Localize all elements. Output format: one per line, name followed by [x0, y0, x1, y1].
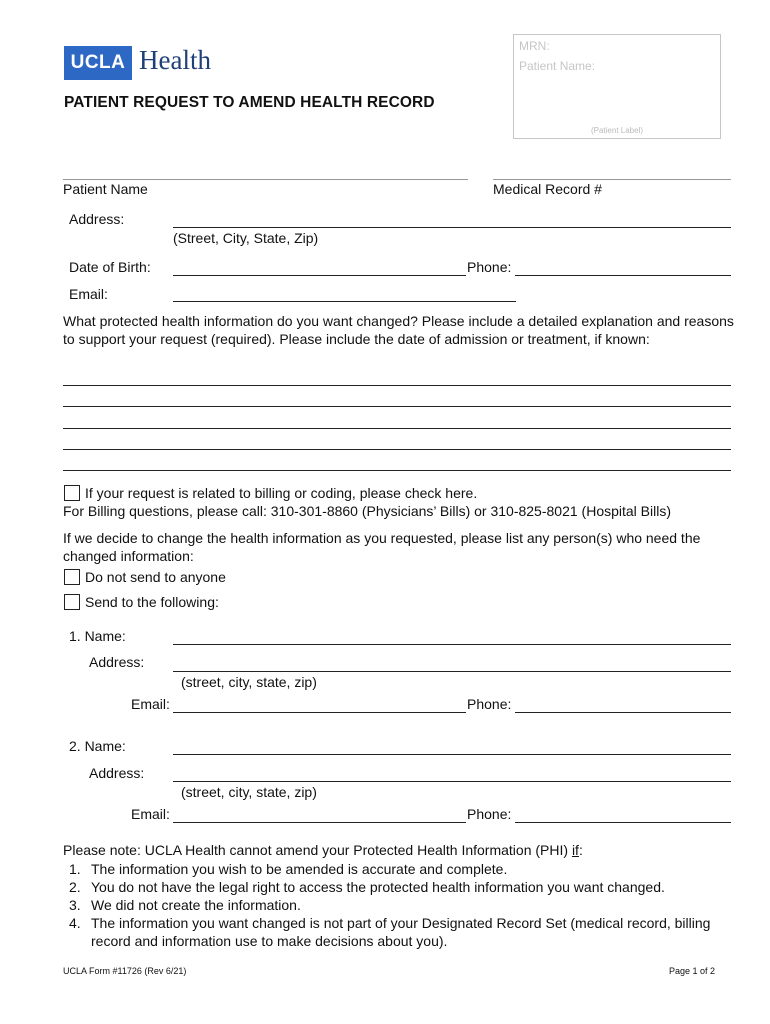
- answer-line-2[interactable]: [63, 406, 731, 407]
- do-not-send-checkbox[interactable]: [64, 569, 80, 585]
- address-hint: (Street, City, State, Zip): [173, 230, 319, 246]
- phone-label: Phone:: [467, 259, 512, 275]
- recipient-1-email-label: Email:: [131, 696, 170, 712]
- footer-form-number: UCLA Form #11726 (Rev 6/21): [63, 966, 187, 976]
- note-intro-text: Please note: UCLA Health cannot amend your Protected Health Information (PHI): [63, 842, 572, 858]
- dob-label: Date of Birth:: [69, 259, 151, 275]
- label-patient-name: Patient Name:: [519, 59, 596, 73]
- note-colon: :: [578, 842, 583, 858]
- send-following-label: Send to the following:: [85, 594, 219, 610]
- answer-line-1[interactable]: [63, 385, 731, 386]
- recipient-2-name-label: 2. Name:: [69, 738, 126, 754]
- recipient-1-phone-label: Phone:: [467, 696, 512, 712]
- ucla-logo-mark: UCLA: [64, 46, 132, 80]
- note-item: [63, 860, 735, 878]
- ucla-logo-wordmark: Health: [139, 45, 211, 75]
- note-number: 2.: [69, 879, 81, 895]
- label-mrn: MRN:: [519, 39, 550, 53]
- address-field[interactable]: [173, 227, 731, 228]
- answer-line-5[interactable]: [63, 470, 731, 471]
- answer-line-3[interactable]: [63, 428, 731, 429]
- recipient-1-name-field[interactable]: [173, 644, 731, 645]
- note-number: 3.: [69, 897, 81, 913]
- notes-list: [63, 860, 735, 950]
- dob-field[interactable]: [173, 275, 466, 276]
- send-following-checkbox[interactable]: [64, 594, 80, 610]
- note-item: [63, 878, 735, 896]
- phone-field[interactable]: [515, 275, 731, 276]
- recipient-2-phone-field[interactable]: [515, 822, 731, 823]
- footer-page-number: Page 1 of 2: [669, 966, 716, 976]
- medical-record-line[interactable]: [493, 179, 731, 180]
- note-if: if: [571, 842, 579, 858]
- answer-line-4[interactable]: [63, 449, 731, 450]
- note-number: 1.: [69, 861, 81, 877]
- recipient-2-email-field[interactable]: [173, 822, 466, 823]
- send-intro: If we decide to change the health information as you requested, please list any person(s) who need the changed information:: [63, 530, 701, 564]
- note-text: You do not have the legal right to access the protected health information you want changed.: [91, 879, 665, 895]
- recipient-2-address-field[interactable]: [173, 781, 731, 782]
- billing-checkbox[interactable]: [64, 485, 80, 501]
- recipient-1-address-label: Address:: [89, 654, 145, 670]
- email-field[interactable]: [173, 301, 516, 302]
- note-text: The information you want changed is not part of your Designated Record Set (medical record, billing record and information use to make decisions about you).: [91, 915, 711, 949]
- recipient-1-address-hint: (street, city, state, zip): [181, 674, 317, 690]
- recipient-2-address-hint: (street, city, state, zip): [181, 784, 317, 800]
- patient-name-line[interactable]: [63, 179, 468, 180]
- recipient-1-address-field[interactable]: [173, 671, 731, 672]
- patient-label-box: [513, 34, 721, 139]
- recipient-2-email-label: Email:: [131, 806, 170, 822]
- do-not-send-label: Do not send to anyone: [85, 569, 226, 585]
- phi-question: What protected health information do you want changed? Please include a detailed explanation and reasons to support your request (required). Please include the date of admission or treatment, if known:: [63, 313, 734, 347]
- label-footer: (Patient Label): [590, 126, 644, 135]
- recipient-2-address-label: Address:: [89, 765, 145, 781]
- page-title: PATIENT REQUEST TO AMEND HEALTH RECORD: [64, 94, 435, 111]
- note-number: 4.: [69, 915, 81, 931]
- billing-checkbox-label: If your request is related to billing or coding, please check here.: [85, 485, 478, 501]
- medical-record-label: Medical Record #: [493, 181, 602, 197]
- note-intro: [63, 842, 583, 858]
- email-label: Email:: [69, 286, 108, 302]
- note-item: [63, 896, 735, 914]
- recipient-2-phone-label: Phone:: [467, 806, 512, 822]
- note-text: We did not create the information.: [91, 897, 301, 913]
- recipient-1-phone-field[interactable]: [515, 712, 731, 713]
- note-text: The information you wish to be amended is accurate and complete.: [91, 861, 508, 877]
- recipient-1-name-label: 1. Name:: [69, 628, 126, 644]
- billing-phone-note: For Billing questions, please call: 310-301-8860 (Physicians’ Bills) or 310-825-8021 (Hospital Bills): [63, 503, 672, 519]
- address-label: Address:: [69, 211, 125, 227]
- note-item: [63, 914, 735, 950]
- recipient-1-email-field[interactable]: [173, 712, 466, 713]
- patient-name-label: Patient Name: [63, 181, 148, 197]
- recipient-2-name-field[interactable]: [173, 754, 731, 755]
